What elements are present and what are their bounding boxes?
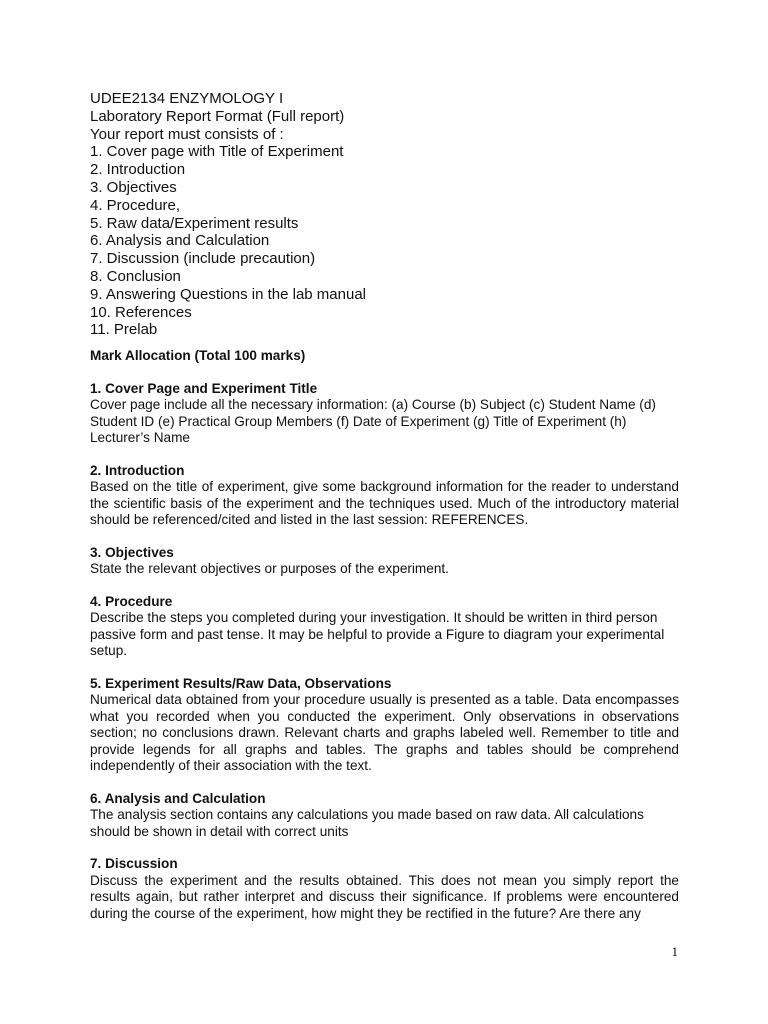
section-body: Describe the steps you completed during your investigation. It should be written in third person passive form and past tense. It may be helpful to provide a Figure to diagram your experimental setup. bbox=[90, 610, 665, 659]
section-body: Discuss the experiment and the results obtained. This does not mean you simply report the results again, but rather interpret and discuss their significance. If problems were encountered during the course of the experiment, how might they be rectified in the future? Are there any bbox=[90, 872, 679, 921]
section-analysis bbox=[90, 791, 679, 841]
section-body: Based on the title of experiment, give some background information for the reader to understand the scientific basis of the experiment and the techniques used. Much of the introductory material should be referenced/cited and listed in the last session: REFERENCES. bbox=[90, 479, 679, 528]
list-item: 2. Introduction bbox=[90, 161, 186, 179]
document-body bbox=[90, 90, 679, 922]
section-title: 5. Experiment Results/Raw Data, Observations bbox=[90, 675, 392, 691]
section-title: 1. Cover Page and Experiment Title bbox=[90, 380, 318, 396]
section-title: 3. Objectives bbox=[90, 544, 174, 560]
section-title: 2. Introduction bbox=[90, 462, 185, 478]
report-parts-list bbox=[90, 143, 679, 339]
page-number: 1 bbox=[671, 944, 678, 959]
section-cover-page bbox=[90, 381, 679, 447]
section-procedure bbox=[90, 594, 679, 660]
list-item: 4. Procedure, bbox=[90, 196, 181, 214]
list-item: 1. Cover page with Title of Experiment bbox=[90, 143, 344, 161]
list-item: 7. Discussion (include precaution) bbox=[90, 250, 316, 268]
section-body: The analysis section contains any calculations you made based on raw data. All calculations should be shown in detail with correct units bbox=[90, 807, 644, 839]
section-introduction bbox=[90, 463, 679, 529]
list-item: 10. References bbox=[90, 303, 192, 321]
list-item: 6. Analysis and Calculation bbox=[90, 232, 270, 250]
course-title: UDEE2134 ENZYMOLOGY I bbox=[90, 90, 284, 107]
list-item: 5. Raw data/Experiment results bbox=[90, 214, 299, 232]
section-title: 7. Discussion bbox=[90, 856, 178, 872]
section-discussion bbox=[90, 856, 679, 922]
list-item: 9. Answering Questions in the lab manual bbox=[90, 285, 366, 303]
section-results bbox=[90, 676, 679, 775]
section-body: State the relevant objectives or purposes of the experiment. bbox=[90, 561, 449, 577]
list-item: 11. Prelab bbox=[90, 321, 158, 339]
mark-allocation-heading: Mark Allocation (Total 100 marks) bbox=[90, 348, 306, 364]
report-consists-intro: Your report must consists of : bbox=[90, 125, 284, 143]
list-item: 8. Conclusion bbox=[90, 267, 181, 285]
report-format-title: Laboratory Report Format (Full report) bbox=[90, 107, 345, 125]
section-body: Cover page include all the necessary information: (a) Course (b) Subject (c) Student Name (d) Student ID (e) Practical Group Members (f) Date of Experiment (g) Title of Experiment (h) Lecturer’s Name bbox=[90, 397, 656, 446]
section-title: 6. Analysis and Calculation bbox=[90, 790, 266, 806]
section-title: 4. Procedure bbox=[90, 593, 173, 609]
section-body: Numerical data obtained from your procedure usually is presented as a table. Data encompasses what you recorded when you conducted the experiment. Only observations in observations section; no conclusions drawn. Relevant charts and graphs labeled well. Remember to title and provide legends for all graphs and tables. The graphs and tables should be comprehend independently of their association with the text. bbox=[90, 692, 679, 774]
section-objectives bbox=[90, 545, 679, 578]
list-item: 3. Objectives bbox=[90, 178, 177, 196]
